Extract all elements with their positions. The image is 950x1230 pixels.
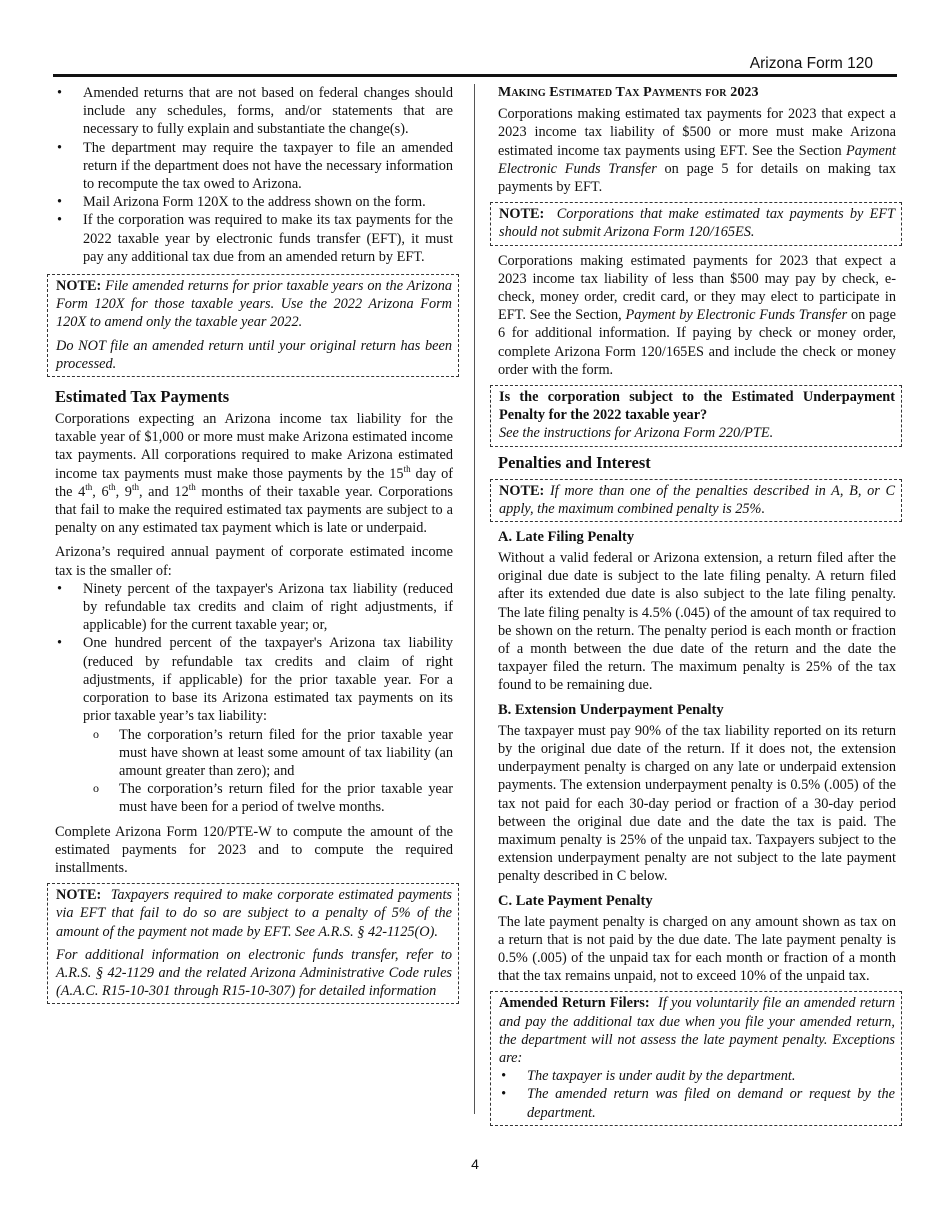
making-estimated-paragraph: Corporations making estimated tax payments for 2023 that expect a 2023 income tax liability of $500 or more must make Arizona estimated income tax payments using EFT. See the Section Payment Electronic Funds Transfer on page 5 for details on making tax payments by EFT. (498, 106, 896, 196)
late-filing-penalty-text: Without a valid federal or Arizona extension, a return filed after the original due date is subject to the late filing penalty. A return filed after its extended due date is also subject to the late filing penalty. The late filing penalty is 4.5% (.045) of the amount of tax required to be shown on the return. The penalty period is each month or fraction of a month between the due date of the return and the date the taxpayer filed the return. The maximum penalty is 25% of the tax found to be remaining due. (498, 550, 896, 694)
note-combined-penalty (490, 479, 902, 522)
column-divider (474, 84, 475, 1114)
note-label: NOTE: (499, 206, 545, 223)
list-item: • Amended returns that are not based on federal changes should include any schedules, forms, and/or statements that are necessary to fully explain and substantiate the change(s). (55, 84, 453, 139)
list-item: • The taxpayer is under audit by the department. (499, 1067, 895, 1085)
note-text: File amended returns for prior taxable years on the Arizona Form 120X for those taxable years. Use the 2022 Arizona Form 120X to amend only the taxable year 2022. (56, 278, 452, 331)
note-text: Taxpayers required to make corporate estimated payments via EFT that fail to do so are subject to a penalty of 5% of the amount of the payment not made by EFT. See A.R.S. § 42-1125(O). (56, 887, 452, 940)
complete-form-paragraph: Complete Arizona Form 120/PTE-W to compute the amount of the estimated payments for 2023 and to compute the required installments. (55, 823, 453, 876)
prior-year-conditions-list (83, 726, 453, 817)
note-amended-returns (47, 274, 459, 377)
heading-late-filing-penalty: A. Late Filing Penalty (498, 529, 635, 546)
section-heading-making-estimated: Making Estimated Tax Payments for 2023 (498, 85, 759, 100)
note-eft-no-submit (490, 202, 902, 245)
making-estimated-paragraph-2: Corporations making estimated payments for 2023 that expect a 2023 income tax liability of less than $500 may pay by check, e-check, money order, credit card, or they may elect to participate in EFT. See the Section, Payment by Electronic Funds Transfer on page 6 for additional information. If paying by check or money order, complete Arizona Form 120/165ES and include the check or money order with the form. (498, 252, 896, 378)
note-label: Amended Return Filers: (499, 995, 650, 1012)
note-text: Do NOT file an amended return until your original return has been processed. (56, 337, 452, 372)
amended-return-filers-box (490, 991, 902, 1125)
right-column (498, 84, 896, 1132)
note-text: For additional information on electronic funds transfer, refer to A.R.S. § 42-1129 and the related Arizona Administrative Code rules (A.A.C. R15-10-301 through R15-10-307) for detailed information (56, 946, 452, 1000)
extension-underpayment-text: The taxpayer must pay 90% of the tax liability reported on its return by the original due date of the return. If it does not, the extension underpayment penalty is charged on any late or underpaid extension payments. The extension underpayment penalty is 0.5% (.005) of the tax not paid for each 30-day period or fraction of a 30-day period between the original due date and the date the tax is paid. The maximum penalty is 25% of the unpaid tax. Taxpayers subject to the extension underpayment penalty are not subject to the late payment penalty described in C below. (498, 722, 896, 885)
note-text: If you voluntarily file an amended return and pay the additional tax due when you file your amended return, the department will not assess the late payment penalty. Exceptions are: (499, 995, 895, 1066)
list-item: • The department may require the taxpayer to file an amended return if the department does not have the necessary information to recompute the tax owed to Arizona. (55, 139, 453, 194)
section-heading-estimated-tax: Estimated Tax Payments (55, 387, 230, 407)
underpayment-question-box (490, 385, 902, 447)
heading-extension-underpayment-penalty: B. Extension Underpayment Penalty (498, 701, 724, 718)
note-text: Corporations that make estimated tax payments by EFT should not submit Arizona Form 120/165ES. (499, 206, 895, 241)
list-item: • Ninety percent of the taxpayer's Arizona tax liability (reduced by refundable tax credits and claim of right adjustments, if applicable) for the current taxable year; or, (55, 580, 453, 635)
heading-late-payment-penalty: C. Late Payment Penalty (498, 892, 653, 909)
left-column (55, 84, 453, 1010)
required-payment-paragraph: Arizona’s required annual payment of corporate estimated income tax is the smaller of: (55, 544, 453, 579)
list-item: o The corporation’s return filed for the prior taxable year must have shown at least some amount of tax liability (an amount greater than zero); and (91, 726, 453, 781)
list-item: • If the corporation was required to make its tax payments for the 2022 taxable year by electronic funds transfer (EFT), it must pay any additional tax due from an amended return by EFT. (55, 211, 453, 266)
note-label: NOTE: (56, 887, 102, 904)
question-text: Is the corporation subject to the Estimated Underpayment Penalty for the 2022 taxable year? (499, 389, 895, 424)
list-item-text: One hundred percent of the taxpayer's Arizona tax liability (reduced by refundable tax credits and claim of right adjustments, if applicable) for the prior taxable year. For a corporation to base its Arizona estimated tax payments on its prior taxable year’s tax liability: (83, 635, 453, 725)
late-payment-penalty-text: The late payment penalty is charged on any amount shown as tax on a return that is not paid by the due date. The late payment penalty is 0.5% (.005) of the unpaid tax for each month or fraction of a month that the tax remains unpaid, not to exceed 10% of the unpaid tax. (498, 913, 896, 985)
note-label: NOTE: (56, 278, 102, 295)
header-rule (53, 74, 897, 77)
answer-text: See the instructions for Arizona Form 220/PTE. (499, 425, 774, 442)
note-eft-penalty (47, 883, 459, 1004)
required-payment-list (55, 580, 453, 817)
estimated-tax-paragraph: Corporations expecting an Arizona income tax liability for the taxable year of $1,000 or more must make Arizona estimated income tax payments. All corporations required to make Arizona estimated income tax payments must make those payments by the 15th day of the 4th, 6th, 9th, and 12th months of their taxable year. Corporations that fail to make the required estimated tax payments are subject to a penalty on any estimated tax payment which is late or underpaid. (55, 411, 454, 537)
note-text: If more than one of the penalties described in A, B, or C apply, the maximum combined penalty is 25%. (499, 482, 896, 517)
section-heading-penalties: Penalties and Interest (498, 452, 651, 472)
list-item: o The corporation’s return filed for the prior taxable year must have been for a period of twelve months. (91, 780, 453, 816)
list-item: • The amended return was filed on demand or request by the department. (499, 1085, 895, 1121)
page-number: 4 (471, 1156, 479, 1172)
exceptions-list (499, 1067, 895, 1122)
note-label: NOTE: (499, 482, 545, 499)
form-title: Arizona Form 120 (749, 55, 873, 72)
amended-returns-list (55, 84, 453, 266)
list-item: • Mail Arizona Form 120X to the address shown on the form. (55, 193, 453, 211)
list-item (55, 634, 453, 816)
